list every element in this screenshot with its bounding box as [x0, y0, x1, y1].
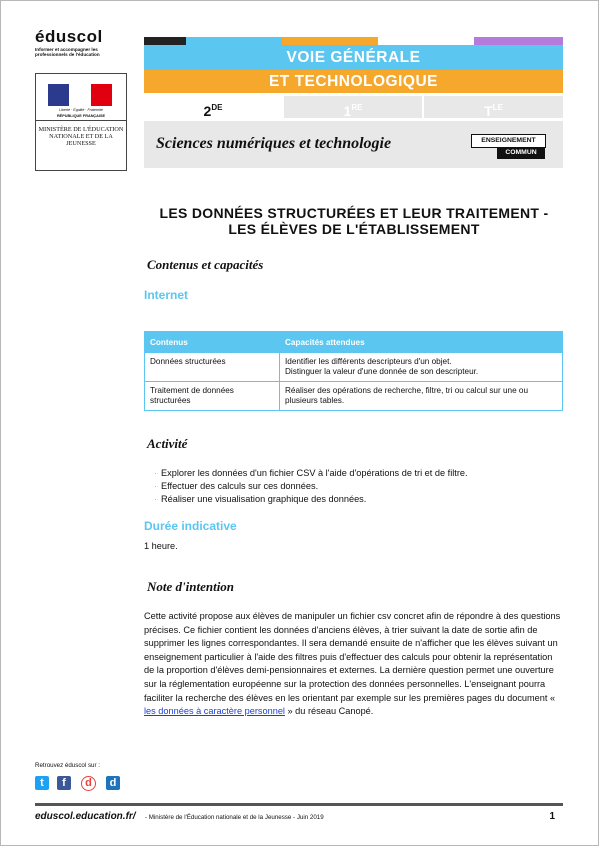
level-tab-premiere: 1RE [284, 96, 422, 118]
ministry-divider [36, 120, 126, 121]
republic-label: RÉPUBLIQUE FRANÇAISE [56, 114, 106, 118]
color-bar-dark [144, 37, 186, 45]
d-icon[interactable]: d [106, 776, 120, 790]
activity-heading: Activité [147, 436, 188, 451]
intent-heading: Note d'intention [147, 579, 235, 594]
logo-tagline: Informer et accompagner les professionnels de l'éducation [35, 47, 100, 58]
commun-badge: COMMUN [497, 147, 545, 159]
duration-heading: Durée indicative [144, 519, 237, 533]
level-tab-terminale: $T^{LE}$ [424, 96, 563, 118]
ministry-logo [35, 73, 127, 171]
color-bar-orange [282, 37, 378, 45]
bullet-icon: · [154, 494, 157, 504]
table-header-contents: Contenus [145, 332, 280, 353]
table-row [145, 382, 563, 411]
table-row [145, 353, 563, 382]
table-cell-content: Données structurées [145, 353, 280, 382]
color-bar-blue [186, 37, 282, 45]
capacities-table [144, 331, 563, 411]
republic-motto: Liberté · Égalité · Fraternité [59, 108, 103, 112]
list-item: · Effectuer des calculs sur ces données. [154, 481, 319, 491]
capacity-line: Identifier les différents descripteurs d'un objet. [285, 357, 452, 366]
marianne-flag-icon [48, 84, 112, 106]
list-item: · Explorer les données d'un fichier CSV à l'aide d'opérations de tri et de filtre. [154, 468, 468, 478]
footer-site-link[interactable]: eduscol.education.fr/ [35, 811, 136, 822]
table-header-capacities: Capacités attendues [280, 332, 563, 353]
contents-heading: Contenus et capacités [147, 257, 264, 272]
table-cell-capacities [280, 353, 563, 382]
page-number: 1 [549, 811, 555, 822]
color-bar-white [378, 37, 474, 45]
footer-divider [35, 803, 563, 806]
duration-value: 1 heure. [144, 541, 178, 551]
page-title-line1: LES DONNÉES STRUCTURÉES ET LEUR TRAITEMENT - [159, 205, 549, 221]
bullet-icon: · [154, 481, 157, 491]
bullet-icon: · [154, 468, 157, 478]
table-cell-capacities [280, 382, 563, 411]
activity-list [154, 467, 468, 506]
find-eduscol-label: Retrouvez éduscol sur : [35, 762, 100, 769]
subject-title: Sciences numériques et technologie [156, 135, 392, 152]
subject-bar [144, 121, 563, 168]
ministry-name: MINISTÈRE DE L'ÉDUCATION NATIONALE ET DE LA JEUNESSE [38, 126, 124, 147]
logo-wordmark: éduscol [35, 27, 103, 46]
page-title-line2: LES ÉLÈVES DE L'ÉTABLISSEMENT [228, 221, 480, 237]
table-cell-content: Traitement de données structurées [145, 382, 280, 411]
personal-data-link[interactable]: les données à caractère personnel [144, 706, 285, 717]
footer [35, 811, 563, 823]
list-item: · Réaliser une visualisation graphique des données. [154, 494, 367, 504]
voie-banner-line2: ET TECHNOLOGIQUE [144, 70, 563, 93]
eduscol-logo[interactable] [35, 28, 125, 57]
table-header-row [145, 332, 563, 353]
dailymotion-icon[interactable]: d [81, 776, 96, 791]
footer-ministry: - Ministère de l'Éducation nationale et de la Jeunesse - Juin 2019 [145, 814, 324, 821]
theme-heading: Internet [144, 288, 189, 302]
intent-paragraph: Cette activité propose aux élèves de manipuler un fichier csv concret afin de répondre à des questions précises. Ce fichier contient les données d'anciens élèves, à trier suivant la date de sortie afin de supprimer les lignes correspondantes. Il sera demandé ensuite de n'afficher que les élèves suivant un enseignement particulier à l'aide des filtres puis d'effectuer des calculs pour obtenir la représentation de la proportion d'élèves demi-pensionnaires et externes. La dernière question permet une ouverture sur la réglementation européenne sur la protection des données personnelles. L'enseignant pourra faciliter la recherche des élèves en les orientant par exemple sur les premières pages du document « les données à caractère personnel » du réseau Canopé. [144, 611, 561, 717]
capacity-line: Réaliser des opérations de recherche, filtre, tri ou calcul sur une ou plusieurs tables. [285, 386, 529, 405]
color-bar-purple [474, 37, 563, 45]
twitter-icon[interactable]: t [35, 776, 49, 790]
facebook-icon[interactable]: f [57, 776, 71, 790]
enseignement-badge: ENSEIGNEMENT [471, 134, 546, 148]
capacity-line: Distinguer la valeur d'une donnée de son descripteur. [285, 367, 479, 376]
page-title [140, 205, 568, 237]
level-tab-seconde: 2DE [203, 103, 223, 119]
voie-banner-line1: VOIE GÉNÉRALE [144, 45, 563, 70]
